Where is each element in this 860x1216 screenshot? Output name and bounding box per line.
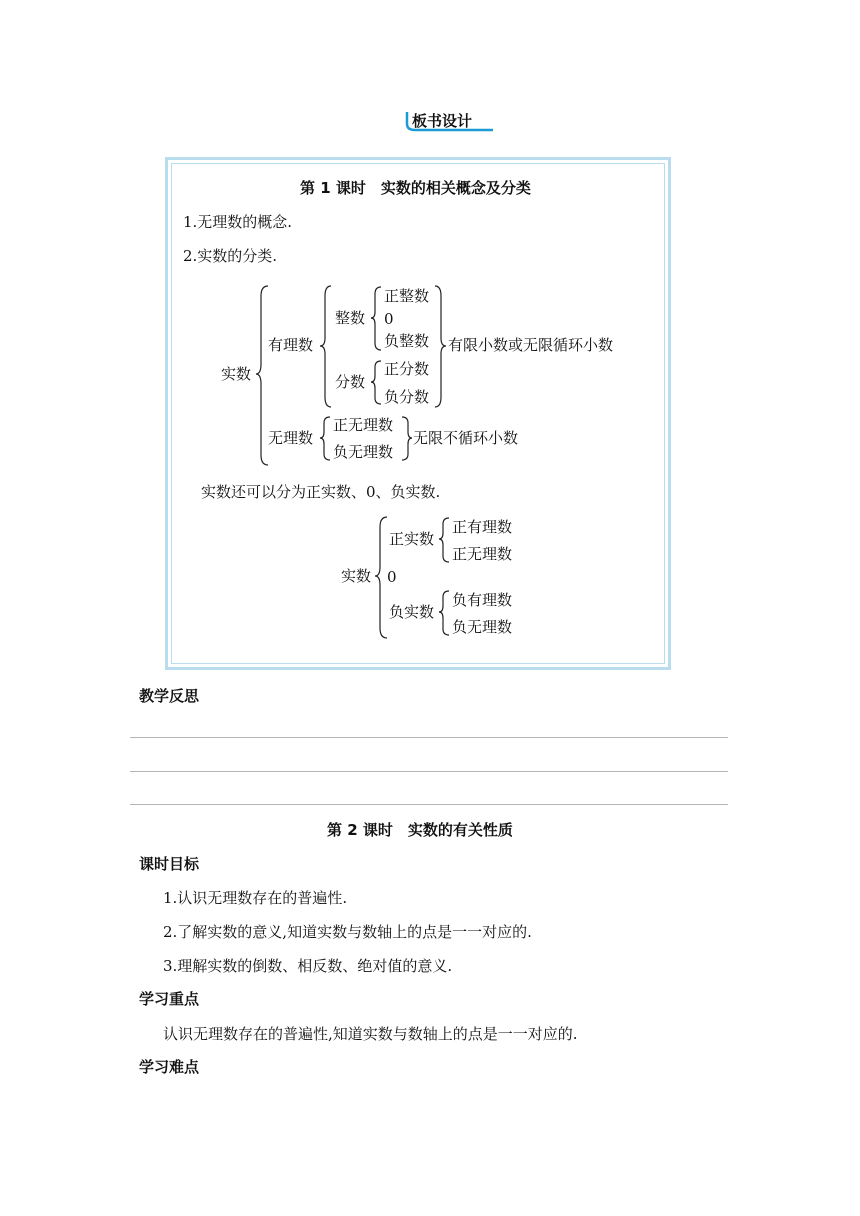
tree1-rational-note: 有限小数或无限循环小数	[448, 336, 614, 354]
reflection-heading: 教学反思	[139, 687, 200, 705]
brace-rational-left	[320, 286, 331, 407]
brace-neg-real	[439, 591, 449, 635]
tree1-root: 实数	[221, 365, 252, 383]
brace-rational-right	[435, 286, 446, 407]
tree1-zero: 0	[384, 310, 394, 328]
tree1-irrational: 无理数	[268, 429, 314, 447]
brace-real-left	[256, 286, 268, 465]
tree1-pos-int: 正整数	[384, 287, 430, 305]
goals-heading: 课时目标	[139, 855, 200, 873]
tree2-pos-irr: 正无理数	[452, 545, 513, 563]
reflection-line-1	[130, 737, 728, 738]
tree2-neg-rat: 负有理数	[452, 591, 513, 609]
tree1-fraction: 分数	[335, 373, 366, 391]
reflection-line-3	[130, 804, 728, 805]
tree2-zero: 0	[387, 568, 397, 586]
brace-integer-left	[371, 287, 381, 350]
tree1-neg-irr: 负无理数	[333, 443, 394, 461]
tree1-pos-irr: 正无理数	[333, 416, 394, 434]
key-heading: 学习重点	[139, 990, 200, 1008]
tree1-neg-int: 负整数	[384, 332, 430, 350]
tree1-irrational-note: 无限不循环小数	[413, 429, 519, 447]
tree1-integer: 整数	[335, 309, 366, 327]
lesson1-item2: 2.实数的分类.	[183, 247, 278, 265]
tree1-pos-frac: 正分数	[384, 360, 430, 378]
tree1-rational: 有理数	[268, 336, 314, 354]
goal-1: 1.认识无理数存在的普遍性.	[163, 889, 348, 907]
brace-fraction-left	[371, 361, 381, 404]
tree2-neg-real: 负实数	[389, 603, 435, 621]
key-text: 认识无理数存在的普遍性,知道实数与数轴上的点是一一对应的.	[163, 1025, 578, 1043]
brace-irrational-right	[402, 417, 412, 460]
difficulty-heading: 学习难点	[139, 1058, 200, 1076]
brace-irrational-left	[320, 417, 330, 460]
brace-pos-real	[439, 518, 449, 562]
lesson2-title: 第 2 课时 实数的有关性质	[327, 821, 513, 839]
tree2-root: 实数	[341, 567, 372, 585]
lesson1-title: 第 1 课时 实数的相关概念及分类	[300, 179, 531, 197]
lesson1-also-text: 实数还可以分为正实数、0、负实数.	[201, 483, 441, 501]
tree1-neg-frac: 负分数	[384, 388, 430, 406]
lesson1-item1: 1.无理数的概念.	[183, 213, 293, 231]
tree2-pos-real: 正实数	[389, 530, 435, 548]
reflection-line-2	[130, 771, 728, 772]
goal-2: 2.了解实数的意义,知道实数与数轴上的点是一一对应的.	[163, 923, 532, 941]
tree2-neg-irr: 负无理数	[452, 618, 513, 636]
goal-3: 3.理解实数的倒数、相反数、绝对值的意义.	[163, 957, 453, 975]
board-design-title: 板书设计	[412, 112, 473, 130]
tree2-pos-rat: 正有理数	[452, 518, 513, 536]
brace-real2-left	[375, 517, 387, 638]
